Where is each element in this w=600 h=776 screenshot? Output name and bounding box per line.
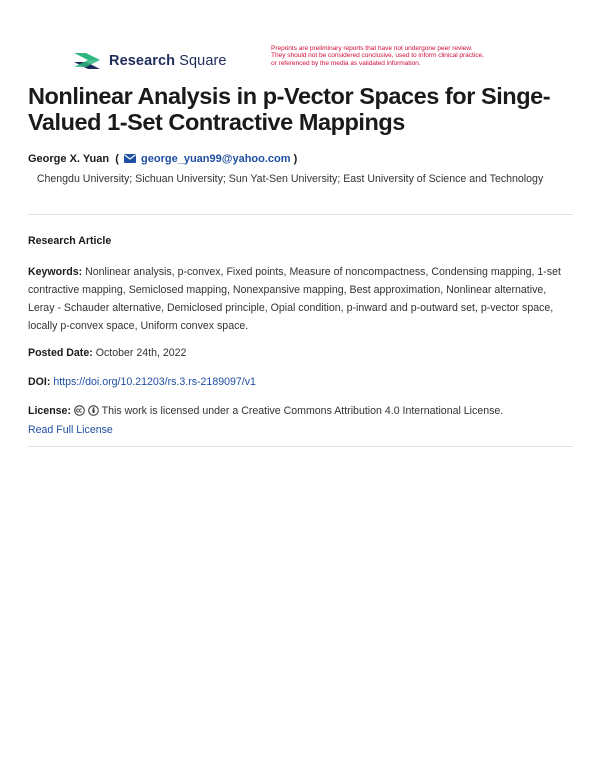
- author-line: [28, 153, 297, 165]
- article-type: Research Article: [28, 235, 112, 247]
- keywords-text: Nonlinear analysis, p-convex, Fixed points, Measure of noncompactness, Condensing mapping, 1-set contractive mapping, Semiclosed mapping, Nonexpansive mapping, Best approximation, Nonlinear alternative, Leray - Schauder alternative, Demiclosed principle, Opial condition, p-inward and p-outward set, p-vector space, locally p-convex space, Uniform convex space.: [28, 266, 561, 332]
- keywords-label: Keywords:: [28, 266, 83, 278]
- doi-line: [28, 376, 256, 388]
- paren-close: ): [293, 153, 298, 165]
- creative-commons-icon: [74, 405, 85, 416]
- paper-title: Nonlinear Analysis in p-Vector Spaces for Singe-Valued 1-Set Contractive Mappings: [28, 83, 551, 135]
- paren-open: (: [112, 153, 119, 165]
- license-line: [28, 405, 503, 417]
- preprint-notice-line: Preprints are preliminary reports that have not undergone peer review.: [271, 45, 473, 52]
- author-affiliation: [28, 171, 548, 187]
- author-name: George X. Yuan: [28, 153, 110, 165]
- preprint-notice-line: or referenced by the media as validated information.: [271, 59, 421, 67]
- posted-date-label: Posted Date:: [28, 347, 93, 359]
- license-label: License:: [28, 405, 71, 417]
- divider: [28, 214, 573, 215]
- research-square-logo[interactable]: [74, 50, 227, 72]
- divider: [28, 446, 573, 447]
- keywords-block: [28, 263, 573, 335]
- envelope-icon: [124, 154, 136, 163]
- author-email[interactable]: george_yuan99@yahoo.com: [141, 153, 291, 165]
- affiliation-text: Chengdu University; Sichuan University; Sun Yat-Sen University; East University of Science and Technology: [36, 173, 544, 185]
- logo-word-square: Square: [179, 53, 227, 69]
- preprint-notice-line: They should not be considered conclusive, used to inform clinical practice,: [271, 52, 484, 60]
- read-full-license-link[interactable]: Read Full License: [28, 424, 113, 436]
- preprint-notice: [271, 45, 531, 67]
- doi-link[interactable]: https://doi.org/10.21203/rs.3.rs-2189097/v1: [53, 376, 256, 388]
- logo-wordmark: [109, 53, 227, 69]
- posted-date-line: [28, 347, 186, 359]
- license-text: This work is licensed under a Creative Commons Attribution 4.0 International License.: [101, 405, 504, 417]
- attribution-icon: [88, 405, 99, 416]
- research-square-logo-icon: [74, 50, 102, 72]
- logo-word-research: Research: [109, 53, 176, 69]
- posted-date-value: October 24th, 2022: [95, 347, 187, 359]
- doi-label: DOI:: [28, 376, 51, 388]
